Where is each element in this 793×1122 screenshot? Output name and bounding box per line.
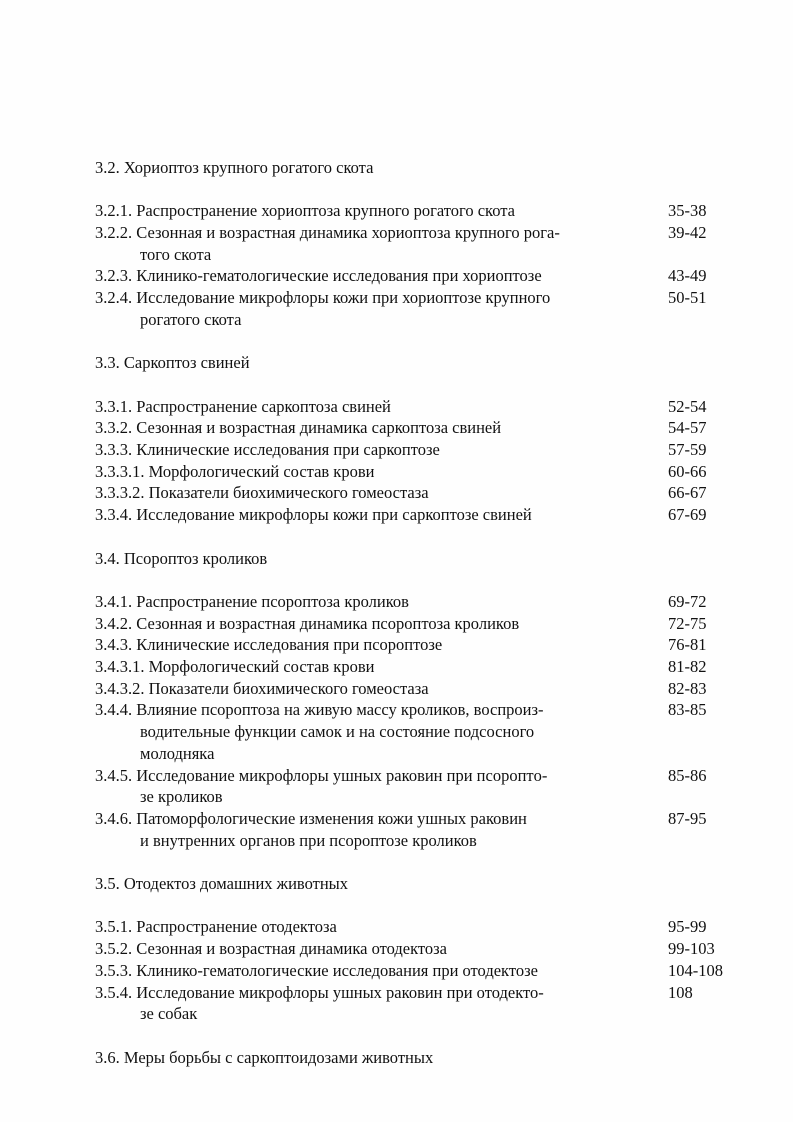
table-of-contents bbox=[95, 157, 755, 1090]
toc-entry bbox=[95, 591, 755, 613]
toc-entry-line: 3.5.4. Исследование микрофлоры ушных раковин при отодекто- bbox=[95, 982, 544, 1002]
toc-entry-line: и внутренних органов при псороптозе кроликов bbox=[140, 830, 477, 850]
toc-entry-line: 3.5.2. Сезонная и возрастная динамика отодектоза bbox=[95, 939, 447, 959]
toc-entries bbox=[95, 916, 755, 1025]
toc-entry bbox=[95, 982, 755, 1025]
toc-entry bbox=[95, 613, 755, 635]
section-title: 3.6. Меры борьбы с саркоптоидозами животных bbox=[95, 1047, 434, 1067]
toc-entry-line: 3.3.3.2. Показатели биохимического гомеостаза bbox=[95, 483, 429, 503]
toc-entry-pages: 72-75 bbox=[668, 613, 707, 633]
toc-entry-line: 3.2.4. Исследование микрофлоры кожи при хориоптозе крупного bbox=[95, 288, 551, 308]
toc-entry-text bbox=[95, 808, 668, 851]
toc-entry-line: зе собак bbox=[140, 1004, 198, 1024]
toc-entry-text bbox=[95, 634, 668, 656]
toc-entry-pages: 76-81 bbox=[668, 635, 707, 655]
toc-entry-line: зе кроликов bbox=[140, 787, 223, 807]
toc-entry-line: 3.5.1. Распространение отодектоза bbox=[95, 917, 337, 937]
toc-entry-line: 3.4.3.1. Морфологический состав крови bbox=[95, 657, 375, 677]
toc-entry bbox=[95, 417, 755, 439]
toc-entry-pages: 54-57 bbox=[668, 418, 707, 438]
toc-entry-text bbox=[95, 982, 668, 1025]
toc-entry-line: 3.5.3. Клинико-гематологические исследования при отодектозе bbox=[95, 960, 538, 980]
toc-entry bbox=[95, 287, 755, 330]
toc-entry-pages: 104-108 bbox=[668, 960, 723, 980]
toc-entry bbox=[95, 938, 755, 960]
toc-entry bbox=[95, 504, 755, 526]
toc-entry-text bbox=[95, 765, 668, 808]
section-title: 3.5. Отодектоз домашних животных bbox=[95, 874, 349, 894]
toc-entry-line: рогатого скота bbox=[140, 309, 242, 329]
toc-entry-text bbox=[95, 591, 668, 613]
toc-entry bbox=[95, 634, 755, 656]
toc-entry-pages: 43-49 bbox=[668, 266, 707, 286]
toc-section bbox=[95, 1047, 755, 1069]
toc-entry-text bbox=[95, 656, 668, 678]
toc-section bbox=[95, 873, 755, 1025]
toc-entry-text bbox=[95, 938, 668, 960]
toc-entry bbox=[95, 960, 755, 982]
toc-entry-pages: 87-95 bbox=[668, 808, 707, 828]
toc-section bbox=[95, 352, 755, 526]
section-title: 3.2. Хориоптоз крупного рогатого скота bbox=[95, 158, 374, 177]
toc-entry-line: 3.2.3. Клинико-гематологические исследования при хориоптозе bbox=[95, 266, 542, 286]
toc-entry bbox=[95, 396, 755, 418]
toc-entry-pages: 50-51 bbox=[668, 288, 707, 308]
toc-entry-line: 3.4.6. Патоморфологические изменения кожи ушных раковин bbox=[95, 808, 527, 828]
toc-entry bbox=[95, 439, 755, 461]
toc-entry-pages: 83-85 bbox=[668, 700, 707, 720]
section-title: 3.4. Псороптоз кроликов bbox=[95, 548, 268, 568]
toc-entry-line: 3.4.5. Исследование микрофлоры ушных раковин при псороптo- bbox=[95, 765, 548, 785]
toc-entry-line: 3.4.3. Клинические исследования при псороптозе bbox=[95, 635, 443, 655]
toc-entry-line: 3.3.3.1. Морфологический состав крови bbox=[95, 461, 375, 481]
toc-entry-text bbox=[95, 439, 668, 461]
toc-section bbox=[95, 548, 755, 852]
toc-entry-text bbox=[95, 222, 668, 265]
toc-entries bbox=[95, 591, 755, 851]
toc-entries bbox=[95, 396, 755, 526]
toc-entry-line: 3.3.2. Сезонная и возрастная динамика саркоптоза свиней bbox=[95, 418, 502, 438]
toc-entry-line: 3.4.2. Сезонная и возрастная динамика псороптоза кроликов bbox=[95, 613, 520, 633]
toc-entry-text bbox=[95, 200, 668, 222]
toc-entry-pages: 95-99 bbox=[668, 917, 707, 937]
toc-entry bbox=[95, 222, 755, 265]
toc-entry-pages: 57-59 bbox=[668, 440, 707, 460]
toc-entry-text bbox=[95, 396, 668, 418]
toc-entry bbox=[95, 656, 755, 678]
toc-entry-line: 3.3.4. Исследование микрофлоры кожи при саркоптозе свиней bbox=[95, 505, 532, 525]
toc-entry bbox=[95, 808, 755, 851]
toc-section bbox=[95, 157, 755, 331]
toc-entry-line: 3.3.1. Распространение саркоптоза свиней bbox=[95, 396, 391, 416]
toc-entry bbox=[95, 200, 755, 222]
toc-entry-pages: 99-103 bbox=[668, 939, 715, 959]
toc-entry-pages: 85-86 bbox=[668, 765, 707, 785]
toc-entry-line: водительные функции самок и на состояние подсосного bbox=[140, 722, 535, 742]
toc-entry-pages: 60-66 bbox=[668, 461, 707, 481]
toc-entry-pages: 39-42 bbox=[668, 223, 707, 243]
toc-entry-text bbox=[95, 699, 668, 764]
toc-entry-line: того скота bbox=[140, 244, 212, 264]
toc-entry-text bbox=[95, 461, 668, 483]
toc-entry bbox=[95, 265, 755, 287]
toc-entry-line: 3.4.3.2. Показатели биохимического гомеостаза bbox=[95, 678, 429, 698]
toc-entry-text bbox=[95, 916, 668, 938]
toc-entry-pages: 35-38 bbox=[668, 201, 707, 221]
toc-entry-line: молодняка bbox=[140, 743, 215, 763]
toc-entry-line: 3.4.4. Влияние псороптоза на живую массу кроликов, воспроиз- bbox=[95, 700, 544, 720]
toc-entry-line: 3.2.1. Распространение хориоптоза крупного рогатого скота bbox=[95, 201, 515, 221]
toc-entry-text bbox=[95, 482, 668, 504]
toc-entry-text bbox=[95, 417, 668, 439]
toc-entry-pages: 82-83 bbox=[668, 678, 707, 698]
toc-entry-text bbox=[95, 504, 668, 526]
toc-entry-text bbox=[95, 265, 668, 287]
toc-entry-text bbox=[95, 960, 668, 982]
toc-entry-line: 3.2.2. Сезонная и возрастная динамика хориоптоза крупного рога- bbox=[95, 223, 560, 243]
toc-entry bbox=[95, 699, 755, 764]
toc-entry bbox=[95, 482, 755, 504]
toc-entry-pages: 66-67 bbox=[668, 483, 707, 503]
toc-entry-pages: 52-54 bbox=[668, 396, 707, 416]
toc-entry-text bbox=[95, 287, 668, 330]
toc-entry bbox=[95, 765, 755, 808]
toc-entry-pages: 81-82 bbox=[668, 657, 707, 677]
toc-entry-line: 3.4.1. Распространение псороптоза кроликов bbox=[95, 591, 409, 611]
toc-entry-line: 3.3.3. Клинические исследования при саркоптозе bbox=[95, 440, 440, 460]
toc-entry bbox=[95, 678, 755, 700]
toc-entry bbox=[95, 916, 755, 938]
toc-entry-text bbox=[95, 678, 668, 700]
toc-entry-text bbox=[95, 613, 668, 635]
toc-entry-pages: 69-72 bbox=[668, 591, 707, 611]
toc-entry-pages: 108 bbox=[668, 982, 693, 1002]
toc-entry-pages: 67-69 bbox=[668, 505, 707, 525]
section-title: 3.3. Саркоптоз свиней bbox=[95, 353, 250, 373]
toc-entries bbox=[95, 200, 755, 330]
toc-entry bbox=[95, 461, 755, 483]
